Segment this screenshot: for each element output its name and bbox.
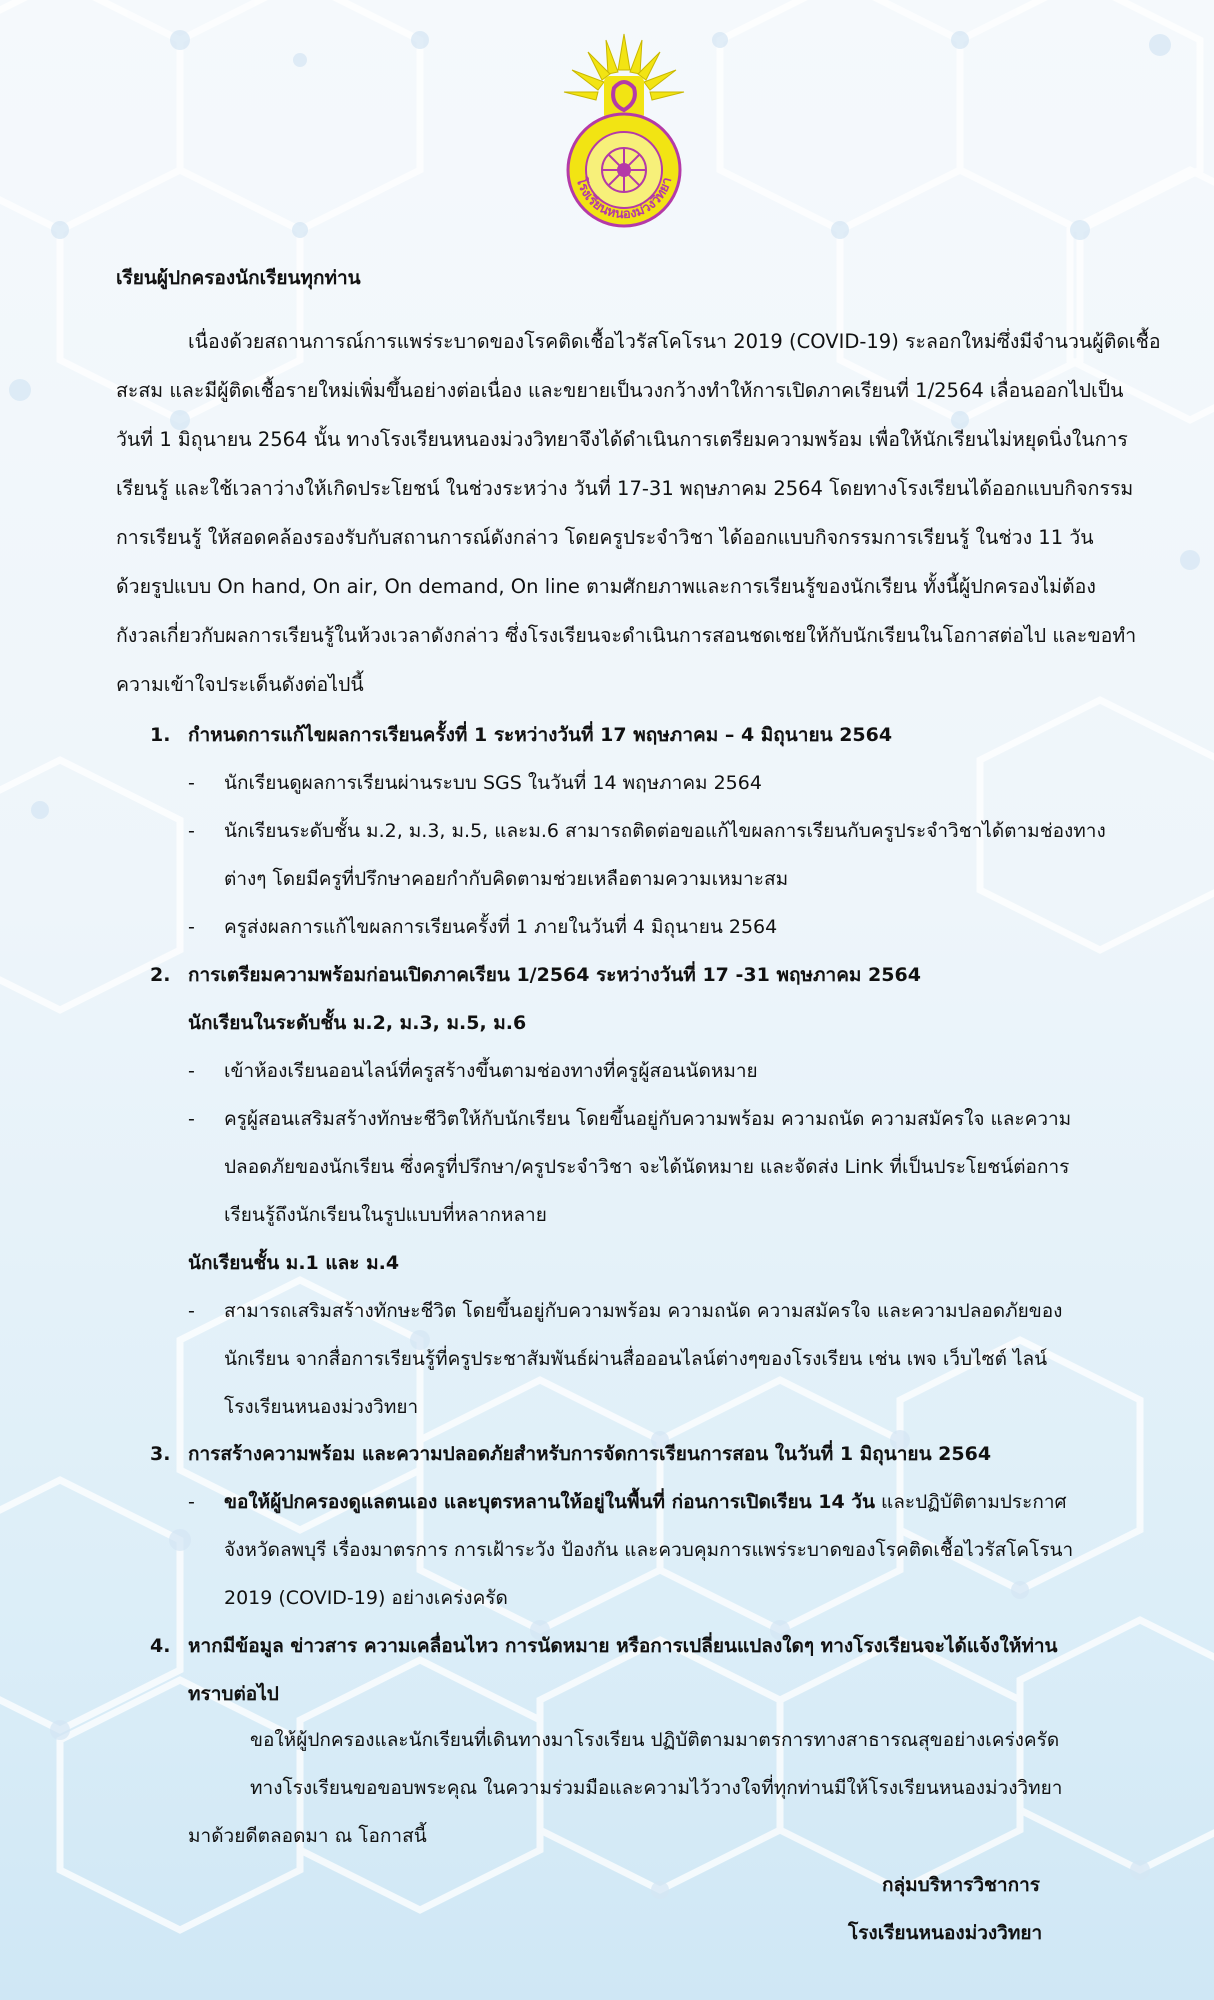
bullet-text: นักเรียนระดับชั้น ม.2, ม.3, ม.5, และม.6 สามารถติดต่อขอแก้ไขผลการเรียนกับครูประจำวิชาได้ตามช่องทาง [224, 820, 1106, 842]
school-logo [558, 30, 690, 238]
section-number: 4. [150, 1635, 171, 1657]
list-item [150, 759, 1140, 807]
intro-line: ความเข้าใจประเด็นดังต่อไปนี้ [116, 673, 364, 696]
section-title-continued: ทราบต่อไป [188, 1683, 279, 1705]
signature-school: โรงเรียนหนองม่วงวิทยา [848, 1922, 1043, 1944]
section-number: 1. [150, 724, 171, 746]
bullet-dash: - [188, 1060, 195, 1082]
section-4 [150, 1622, 1140, 1718]
bullet-text: นักเรียน จากสื่อการเรียนรู้ที่ครูประชาสัมพันธ์ผ่านสื่อออนไลน์ต่างๆของโรงเรียน เช่น เพจ เว็บไซต์ ไลน์ [224, 1348, 1048, 1370]
dharma-wheel-icon [602, 148, 646, 192]
bullet-text: จังหวัดลพบุรี เรื่องมาตรการ การเฝ้าระวัง ป้องกัน และควบคุมการแพร่ระบาดของโรคติดเชื้อไวรัสโคโรนา [224, 1539, 1074, 1561]
bullet-bold-text: ขอให้ผู้ปกครองดูแลตนเอง และบุตรหลานให้อยู่ในพื้นที่ ก่อนการเปิดเรียน 14 วัน [224, 1491, 875, 1513]
list-item [150, 903, 1140, 951]
section-title: การสร้างความพร้อม และความปลอดภัยสำหรับการจัดการเรียนการสอน ในวันที่ 1 มิถุนายน 2564 [188, 1443, 992, 1465]
closing-paragraph [188, 1716, 1148, 1860]
bullet-text: ครูส่งผลการแก้ไขผลการเรียนครั้งที่ 1 ภายในวันที่ 4 มิถุนายน 2564 [224, 916, 778, 938]
section-3 [150, 1430, 1140, 1622]
section-title: กำหนดการแก้ไขผลการเรียนครั้งที่ 1 ระหว่างวันที่ 17 พฤษภาคม – 4 มิถุนายน 2564 [188, 724, 893, 746]
intro-line: เนื่องด้วยสถานการณ์การแพร่ระบาดของโรคติดเชื้อไวรัสโคโรนา 2019 (COVID-19) ระลอกใหม่ซึ่งมีจำนวนผู้ติดเชื้อ [188, 330, 1161, 353]
bullet-text: เรียนรู้ถึงนักเรียนในรูปแบบที่หลากหลาย [224, 1204, 547, 1226]
intro-line: วันที่ 1 มิถุนายน 2564 นั้น ทางโรงเรียนหนองม่วงวิทยาจึงได้ดำเนินการเตรียมความพร้อม เพื่อให้นักเรียนไม่หยุดนิ่งในการ [116, 428, 1128, 451]
list-item [150, 1478, 1140, 1622]
intro-line: เรียนรู้ และใช้เวลาว่างให้เกิดประโยชน์ ในช่วงระหว่าง วันที่ 17-31 พฤษภาคม 2564 โดยทางโรงเรียนได้ออกแบบกิจกรรม [116, 477, 1134, 500]
intro-paragraph [116, 317, 1161, 709]
intro-line: กังวลเกี่ยวกับผลการเรียนรู้ในห้วงเวลาดังกล่าว ซึ่งโรงเรียนจะดำเนินการสอนชดเชยให้กับนักเรียนในโอกาสต่อไป และขอทำ [116, 624, 1137, 647]
bullet-dash: - [188, 916, 195, 938]
bullet-text: เข้าห้องเรียนออนไลน์ที่ครูสร้างขึ้นตามช่องทางที่ครูผู้สอนนัดหมาย [224, 1060, 758, 1082]
list-item [150, 1095, 1140, 1239]
bullet-text: ต่างๆ โดยมีครูที่ปรึกษาคอยกำกับคิดตามช่วยเหลือตามความเหมาะสม [224, 868, 789, 890]
intro-line: สะสม และมีผู้ติดเชื้อรายใหม่เพิ่มขึ้นอย่างต่อเนื่อง และขยายเป็นวงกว้างทำให้การเปิดภาคเรียนที่ 1/2564 เลื่อนออกไปเป็น [116, 379, 1124, 402]
section-number: 3. [150, 1443, 171, 1465]
bullet-text: นักเรียนดูผลการเรียนผ่านระบบ SGS ในวันที่ 14 พฤษภาคม 2564 [224, 772, 762, 794]
section-1 [150, 711, 1140, 951]
bullet-text: โรงเรียนหนองม่วงวิทยา [224, 1396, 419, 1418]
section-title: หากมีข้อมูล ข่าวสาร ความเคลื่อนไหว การนัดหมาย หรือการเปลี่ยนแปลงใดๆ ทางโรงเรียนจะได้แจ้งให้ท่าน [188, 1635, 1058, 1657]
section-heading [150, 1622, 1140, 1670]
list-item [150, 1287, 1140, 1431]
bullet-text: และปฏิบัติตามประกาศ [874, 1491, 1067, 1513]
seal-text: โรงเรียนหนองม่วงวิทยา [572, 175, 676, 223]
intro-line: ด้วยรูปแบบ On hand, On air, On demand, On line ตามศักยภาพและการเรียนรู้ของนักเรียน ทั้งนี้ผู้ปกครองไม่ต้อง [116, 575, 1096, 598]
section-title: การเตรียมความพร้อมก่อนเปิดภาคเรียน 1/2564 ระหว่างวันที่ 17 -31 พฤษภาคม 2564 [188, 964, 921, 986]
intro-line: การเรียนรู้ ให้สอดคล้องรองรับกับสถานการณ์ดังกล่าว โดยครูประจำวิชา ได้ออกแบบกิจกรรมการเรียนรู้ ในช่วง 11 วัน [116, 526, 1094, 549]
closing-line: ขอให้ผู้ปกครองและนักเรียนที่เดินทางมาโรงเรียน ปฏิบัติตามมาตรการทางสาธารณสุขอย่างเคร่งครัด [250, 1729, 1060, 1751]
bullet-text: 2019 (COVID-19) อย่างเคร่งครัด [224, 1587, 508, 1609]
bullet-dash: - [188, 772, 195, 794]
bullet-text: ครูผู้สอนเสริมสร้างทักษะชีวิตให้กับนักเรียน โดยขึ้นอยู่กับความพร้อม ความถนัด ความสมัครใจ และความ [224, 1108, 1072, 1130]
bullet-text: สามารถเสริมสร้างทักษะชีวิต โดยขึ้นอยู่กับความพร้อม ความถนัด ความสมัครใจ และความปลอดภัยของ [224, 1300, 1063, 1322]
section-heading [150, 951, 1140, 999]
bullet-dash: - [188, 820, 195, 842]
bullet-text: ปลอดภัยของนักเรียน ซึ่งครูที่ปรึกษา/ครูประจำวิชา จะได้นัดหมาย และจัดส่ง Link ที่เป็นประโยชน์ต่อการ [224, 1156, 1070, 1178]
sub-heading: นักเรียนในระดับชั้น ม.2, ม.3, ม.5, ม.6 [188, 1012, 527, 1034]
section-number: 2. [150, 964, 171, 986]
list-item [150, 1047, 1140, 1095]
section-2 [150, 951, 1140, 1431]
bullet-dash: - [188, 1300, 195, 1322]
sub-heading: นักเรียนชั้น ม.1 และ ม.4 [188, 1252, 400, 1274]
list-item [150, 807, 1140, 903]
bullet-dash: - [188, 1108, 195, 1130]
section-heading [150, 1430, 1140, 1478]
closing-line: มาด้วยดีตลอดมา ณ โอกาสนี้ [188, 1825, 427, 1847]
bullet-dash: - [188, 1491, 195, 1513]
section-heading [150, 711, 1140, 759]
signature-department: กลุ่มบริหารวิชาการ [882, 1874, 1040, 1896]
greeting: เรียนผู้ปกครองนักเรียนทุกท่าน [116, 267, 361, 289]
closing-line: ทางโรงเรียนขอขอบพระคุณ ในความร่วมมือและความไว้วางใจที่ทุกท่านมีให้โรงเรียนหนองม่วงวิทยา [250, 1777, 1063, 1799]
